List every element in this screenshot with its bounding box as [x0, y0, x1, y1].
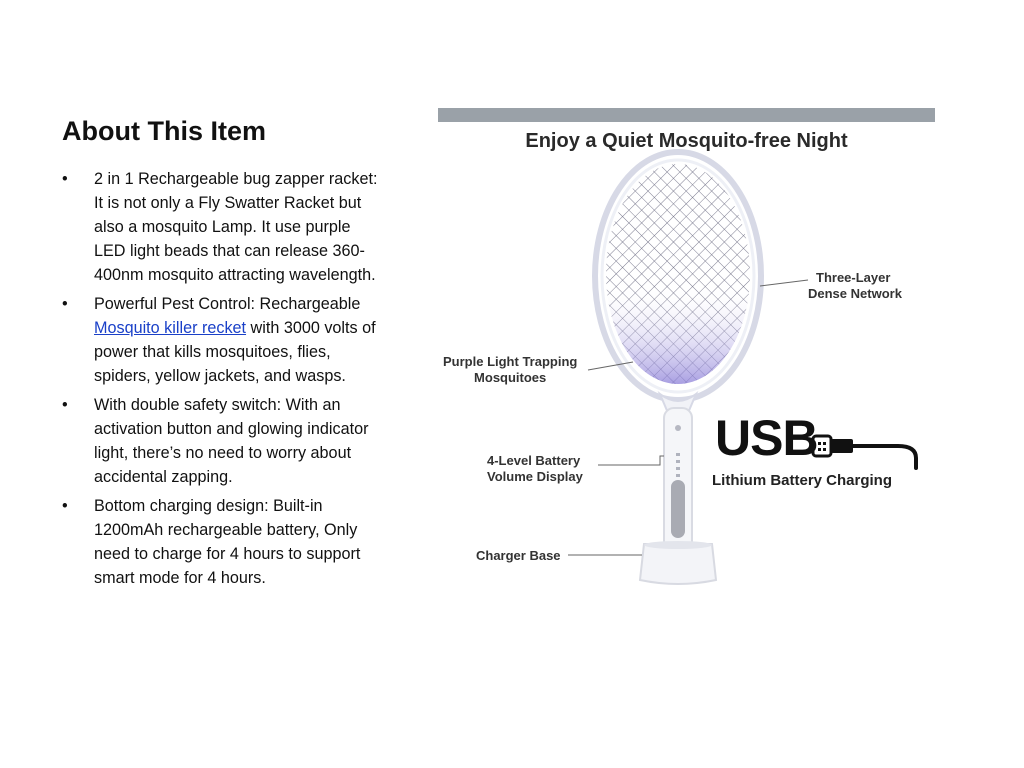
bullet-item — [62, 393, 382, 489]
callout-three-layer-line1: Three-Layer — [816, 270, 891, 285]
bullet-item — [62, 494, 382, 590]
callout-battery-line1: 4-Level Battery — [487, 453, 581, 468]
callout-three-layer — [808, 270, 902, 302]
callout-line-network — [760, 280, 808, 286]
bullet-list — [62, 167, 382, 595]
callout-purple-line2: Mosquitoes — [474, 370, 547, 385]
callout-purple-light — [443, 354, 577, 386]
bullet-item — [62, 167, 382, 287]
figure-title: Enjoy a Quiet Mosquito-free Night — [525, 130, 848, 152]
callout-charger-base: Charger Base — [476, 548, 561, 563]
bullet-text: With double safety switch: With an activation button and glowing indicator light, there’s no need to worry about accidental zapping. — [94, 396, 369, 486]
callout-purple-line1: Purple Light Trapping — [443, 354, 578, 369]
bullet-item — [62, 292, 382, 388]
callout-three-layer-line2: Dense Network — [808, 286, 902, 301]
product-image — [438, 108, 935, 608]
bullet-text-after: with 3000 volts of power that kills mosquitoes, flies, spiders, yellow jackets, and wasps. — [94, 319, 376, 385]
usb-cable-icon — [813, 436, 916, 468]
bullet-text-before: Powerful Pest Control: Rechargeable — [94, 295, 370, 313]
bullet-dot: • — [62, 396, 68, 414]
power-switch — [671, 480, 685, 538]
bullet-dot: • — [62, 170, 68, 188]
mosquito-killer-link[interactable]: Mosquito killer recket — [94, 319, 247, 337]
callout-battery-line2: Volume Display — [487, 469, 583, 484]
charger-base — [640, 544, 716, 584]
slide-title: About This Item — [62, 116, 266, 146]
bullet-text: 2 in 1 Rechargeable bug zapper racket: It is not only a Fly Swatter Racket but also a mosquito Lamp. It use purple LED light beads that can release 360-400nm mosquito attracting wavelength. — [94, 170, 378, 284]
usb-sublabel: Lithium Battery Charging — [712, 472, 893, 489]
callout-battery-display — [487, 453, 583, 485]
usb-label: USB — [715, 410, 818, 466]
bullet-dot: • — [62, 295, 68, 313]
bullet-text: Bottom charging design: Built-in 1200mAh rechargeable battery, Only need to charge for 4 hours to support smart mode for 4 hours. — [94, 497, 361, 587]
callout-line-battery — [598, 456, 664, 465]
bullet-dot: • — [62, 497, 68, 515]
